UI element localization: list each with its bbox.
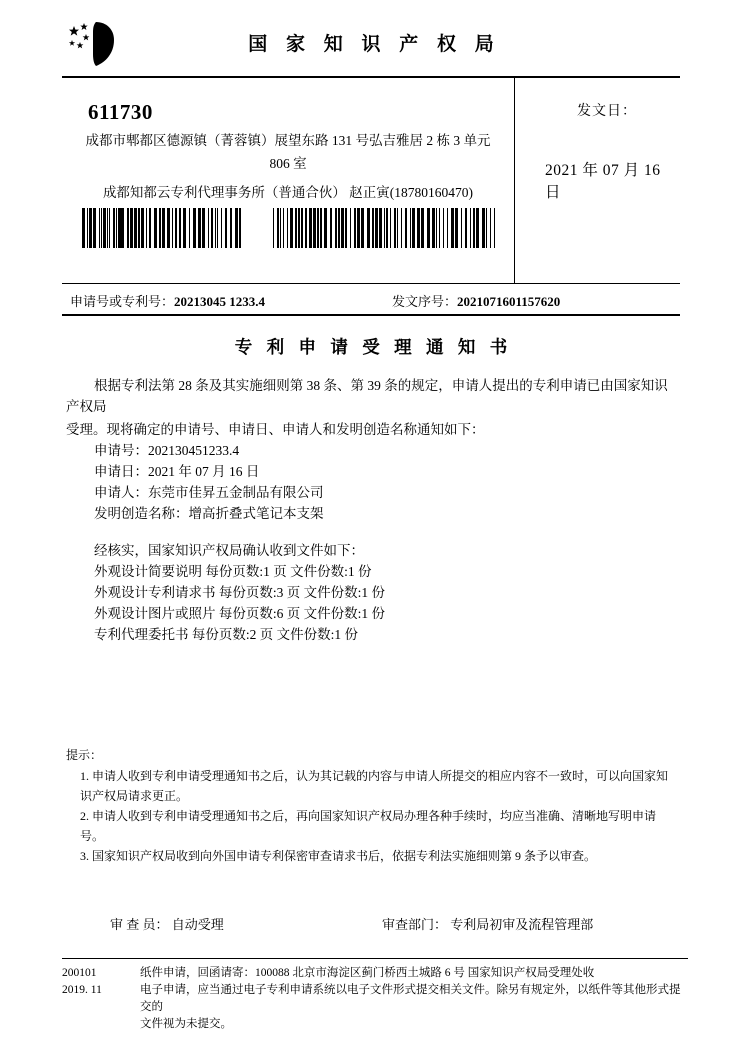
- document-number-label: 发文序号：: [392, 294, 458, 309]
- invention-title-item: 发明创造名称：增高折叠式笔记本支架: [94, 506, 324, 521]
- document-item: 外观设计图片或照片 每份页数:6 页 文件份数:1 份: [94, 606, 386, 621]
- application-date-item: 申请日：2021 年 07 月 16 日: [94, 464, 260, 479]
- application-number-item: 申请号：202130451233.4: [94, 443, 240, 458]
- application-number-row: [62, 284, 680, 316]
- footer-code-2: 2019. 11: [62, 984, 102, 996]
- agent-line: 成都知都云专利代理事务所（普通合伙） 赵正寅(18780160470): [102, 185, 474, 200]
- application-number-label: 申请号或专利号：: [70, 294, 175, 309]
- document-item: 外观设计简要说明 每份页数:1 页 文件份数:1 份: [94, 564, 372, 579]
- document-serial-number: 611730: [88, 100, 153, 124]
- recipient-address-line-1: 成都市郫都区德源镇（菁蓉镇）展望东路 131 号弘吉雅居 2 栋 3 单元: [85, 133, 491, 148]
- intro-paragraph-line-2: 受理。现将确定的申请号、申请日、申请人和发明创造名称通知如下：: [66, 422, 485, 437]
- issue-date-value: 2021 年 07 月 16 日: [545, 162, 661, 201]
- footer-code-1: 200101: [62, 967, 97, 979]
- note-item: 1. 申请人收到专利申请受理通知书之后，认为其记载的内容与申请人所提交的相应内容不一致时，可以向国家知识产权局请求更正。: [80, 769, 669, 803]
- document-footer: [62, 958, 688, 1033]
- document-item: 外观设计专利请求书 每份页数:3 页 文件份数:1 份: [94, 585, 386, 600]
- department-value: 专利局初审及流程管理部: [450, 917, 594, 932]
- intro-paragraph-line-1: 根据专利法第 28 条及其实施细则第 38 条、第 39 条的规定，申请人提出的专利申请已由国家知识产权局: [66, 378, 668, 414]
- note-item: 2. 申请人收到专利申请受理通知书之后，再向国家知识产权局办理各种手续时，均应当准确、清晰地写明申请号。: [80, 809, 657, 843]
- barcode-application-number: [82, 208, 244, 248]
- document-body: [62, 375, 680, 645]
- footer-line-2: 电子申请，应当通过电子专利申请系统以电子文件形式提交相关文件。除另有规定外，以纸件等其他形式提交的: [140, 984, 681, 1013]
- issue-date-section: [515, 78, 680, 283]
- footer-codes: [62, 965, 132, 999]
- address-section: [62, 78, 515, 283]
- department-field: [382, 914, 593, 933]
- barcode-document-number: [273, 208, 498, 248]
- recipient-address-line-2: 806 室: [269, 156, 307, 171]
- application-number-field: [70, 291, 265, 310]
- issue-date-label: 发文日：: [577, 104, 637, 119]
- verification-line: 经核实，国家知识产权局确认收到文件如下：: [94, 543, 364, 558]
- document-item: 专利代理委托书 每份页数:2 页 文件份数:1 份: [94, 627, 359, 642]
- application-number-value: 20213045 1233.4: [174, 294, 266, 309]
- applicant-item: 申请人：东莞市佳昇五金制品有限公司: [94, 485, 324, 500]
- footer-line-3: 文件视为未提交。: [140, 1018, 232, 1030]
- document-header: [62, 18, 680, 78]
- note-item: 3. 国家知识产权局收到向外国申请专利保密审查请求书后，依据专利法实施细则第 9 条予以审查。: [80, 849, 597, 863]
- notice-document: [62, 18, 680, 936]
- department-label: 审查部门：: [382, 917, 448, 932]
- footer-text: [140, 965, 688, 1033]
- footer-line-1: 纸件申请，回函请寄：100088 北京市海淀区蓟门桥西土城路 6 号 国家知识产权局受理处收: [140, 967, 595, 979]
- examiner-field: [110, 914, 224, 933]
- examiner-row: [62, 914, 680, 936]
- examiner-label: 审 查 员：: [110, 917, 169, 932]
- document-number-field: [392, 291, 560, 310]
- barcode-area: [62, 208, 515, 252]
- body-spacer: [66, 524, 676, 540]
- page-title: 专 利 申 请 受 理 通 知 书: [234, 337, 513, 357]
- examiner-value: 自动受理: [171, 917, 224, 932]
- notes-title: 提示：: [66, 748, 103, 762]
- document-number-value: 2021071601157620: [457, 294, 561, 309]
- notes-section: [62, 745, 680, 866]
- organization-title: 国 家 知 识 产 权 局: [248, 34, 501, 55]
- address-date-block: [62, 78, 680, 284]
